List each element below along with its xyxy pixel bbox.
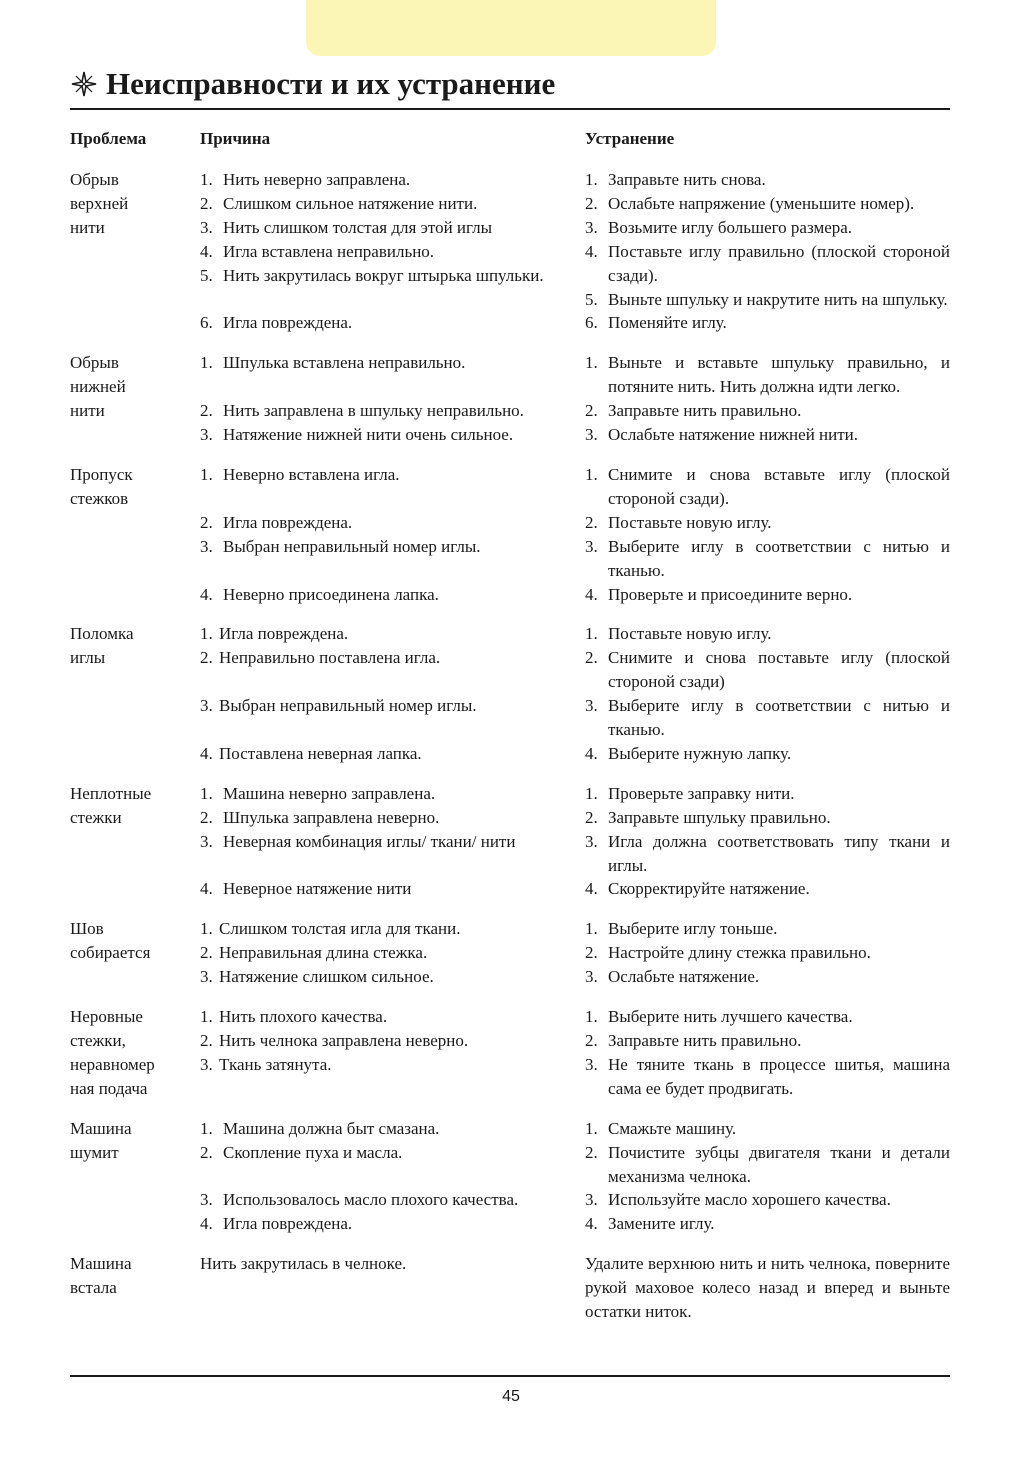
cause-fix-pair	[200, 1117, 950, 1189]
fix-cell	[585, 622, 950, 694]
fix-item	[585, 288, 950, 312]
cause-fix-pair	[200, 583, 950, 607]
item-number: 1.	[200, 464, 213, 484]
title-divider	[70, 108, 950, 110]
fix-item	[585, 877, 950, 901]
cause-cell	[200, 1005, 554, 1101]
problem-cell: Шов собирается	[70, 919, 151, 963]
column-gap	[554, 1005, 585, 1101]
item-number: 3.	[200, 967, 213, 987]
fix-cell	[585, 311, 950, 335]
item-text: Смажьте машину.	[608, 1118, 737, 1138]
cause-item	[200, 1188, 554, 1212]
column-gap	[554, 877, 585, 901]
item-number: 1.	[585, 170, 598, 189]
cause-item	[200, 694, 554, 718]
item-number: 4.	[585, 1214, 598, 1234]
cause-item	[200, 877, 554, 901]
item-text: Выберите иглу в соответствии с нитью и тканью.	[608, 536, 950, 580]
item-number: 4.	[585, 241, 598, 261]
header-fix: Устранение	[585, 129, 675, 148]
item-text: Неверно присоединена лапка.	[223, 584, 439, 604]
column-gap	[554, 742, 585, 766]
fix-cell	[585, 399, 950, 447]
item-text: Шпулька вставлена неправильно.	[223, 353, 466, 373]
fix-item	[585, 351, 950, 399]
fix-item	[585, 535, 950, 583]
item-text: Шпулька заправлена неверно.	[223, 807, 440, 827]
fix-cell	[585, 694, 950, 742]
cause-item	[200, 941, 554, 965]
item-number: 2.	[200, 1142, 213, 1162]
cause-fix-pair	[200, 877, 950, 901]
item-number: 3.	[585, 696, 598, 716]
cause-fix-group	[200, 463, 950, 606]
cause-item	[200, 240, 554, 264]
cause-fix-pair	[200, 399, 950, 447]
cause-item	[200, 830, 554, 854]
item-number: 2.	[585, 193, 598, 213]
cause-item	[200, 168, 554, 192]
cause-cell	[200, 1117, 554, 1189]
fix-cell: Удалите верхнюю нить и нить челнока, поверните рукой маховое колесо назад и вперед и выньте остатки ниток.	[585, 1254, 950, 1322]
fix-cell	[585, 511, 950, 535]
fix-item	[585, 1188, 950, 1212]
cause-item	[200, 742, 554, 766]
fix-item	[585, 511, 950, 535]
fix-item	[585, 192, 950, 216]
item-number: 3.	[200, 1054, 213, 1074]
item-number: 2.	[200, 807, 213, 827]
sparkle-star-icon	[70, 70, 98, 98]
problem-cell: Неровные стежки, неравномер ная подача	[70, 1007, 155, 1098]
item-number: 1.	[585, 1118, 598, 1138]
cause-cell: Нить закрутилась в челноке.	[200, 1254, 407, 1274]
item-text: Используйте масло хорошего качества.	[608, 1190, 891, 1210]
cause-fix-pair	[200, 1252, 950, 1324]
cause-fix-pair	[200, 782, 950, 878]
cause-item	[200, 622, 554, 646]
fix-cell	[585, 742, 950, 766]
item-text: Возьмите иглу большего размера.	[608, 217, 853, 237]
item-number: 5.	[585, 289, 598, 309]
item-text: Проверьте заправку нити.	[608, 783, 795, 803]
item-number: 4.	[200, 879, 213, 899]
column-gap	[554, 782, 585, 878]
fix-item	[585, 941, 950, 965]
cause-cell	[200, 511, 554, 535]
item-text: Ткань затянута.	[219, 1054, 332, 1074]
column-gap	[554, 535, 585, 583]
item-number: 3.	[585, 1190, 598, 1210]
item-text: Поставьте новую иглу.	[608, 512, 772, 532]
item-number: 2.	[585, 648, 598, 668]
item-number: 2.	[585, 401, 598, 421]
item-text: Скорректируйте натяжение.	[608, 879, 810, 899]
item-number: 2.	[200, 193, 213, 213]
item-text: Настройте длину стежка правильно.	[608, 943, 871, 963]
item-text: Выберите нить лучшего качества.	[608, 1007, 853, 1027]
cause-fix-pair	[200, 622, 950, 694]
item-number: 4.	[200, 584, 213, 604]
header-problem: Проблема	[70, 129, 147, 148]
fix-item	[585, 742, 950, 766]
cause-item	[200, 1212, 554, 1236]
cause-fix-pair	[200, 1005, 950, 1101]
fix-item	[585, 399, 950, 423]
item-number: 4.	[585, 743, 598, 763]
fix-item	[585, 1005, 950, 1029]
table-row	[70, 917, 950, 989]
item-number: 2.	[200, 943, 213, 963]
item-text: Ослабьте натяжение.	[608, 967, 760, 987]
item-text: Неправильно поставлена игла.	[219, 648, 441, 668]
fix-item	[585, 1053, 950, 1101]
fix-cell	[585, 463, 950, 511]
item-text: Нить неверно заправлена.	[223, 170, 411, 189]
problem-cell: Машина встала	[70, 1254, 132, 1298]
item-text: Слишком толстая игла для ткани.	[219, 919, 461, 939]
item-text: Неверно вставлена игла.	[223, 464, 400, 484]
item-text: Не тяните ткань в процессе шитья, машина сама ее будет продвигать.	[608, 1054, 950, 1098]
item-number: 2.	[585, 1142, 598, 1162]
column-gap	[554, 463, 585, 511]
cause-fix-pair	[200, 694, 950, 742]
fix-cell	[585, 351, 950, 399]
item-number: 3.	[200, 217, 213, 237]
cause-item	[200, 264, 554, 288]
item-number: 1.	[200, 353, 213, 373]
cause-item	[200, 216, 554, 240]
item-text: Неверное натяжение нити	[223, 879, 412, 899]
item-text: Поставьте новую иглу.	[608, 624, 772, 644]
item-text: Выньте шпульку и накрутите нить на шпульку.	[608, 289, 948, 309]
cause-cell	[200, 782, 554, 878]
item-number: 3.	[585, 425, 598, 445]
item-text: Слишком сильное натяжение нити.	[223, 193, 478, 213]
item-number: 1.	[200, 919, 213, 939]
page-title	[70, 64, 555, 104]
column-gap	[554, 1188, 585, 1236]
cause-cell	[200, 311, 554, 335]
item-text: Выньте и вставьте шпульку правильно, и потяните нить. Нить должна идти легко.	[608, 353, 950, 397]
fix-item	[585, 240, 950, 288]
problem-cell: Обрыв верхней нити	[70, 170, 129, 237]
cause-item	[200, 917, 554, 941]
item-text: Выбран неправильный номер иглы.	[223, 536, 481, 556]
cause-item	[200, 1005, 554, 1029]
item-number: 4.	[585, 879, 598, 899]
item-number: 4.	[200, 241, 213, 261]
item-text: Игла повреждена.	[223, 313, 353, 333]
column-gap	[554, 351, 585, 399]
cause-fix-group	[200, 1117, 950, 1237]
cause-fix-group	[200, 1252, 950, 1324]
fix-item	[585, 965, 950, 989]
cause-cell	[200, 351, 554, 399]
item-text: Нить челнока заправлена неверно.	[219, 1031, 469, 1050]
column-gap	[554, 694, 585, 742]
column-gap	[554, 583, 585, 607]
fix-item	[585, 806, 950, 830]
fix-item	[585, 830, 950, 878]
cause-item	[200, 399, 554, 423]
cause-fix-group	[200, 1005, 950, 1101]
item-text: Нить закрутилась вокруг штырька шпульки.	[223, 265, 544, 285]
table-row	[70, 622, 950, 765]
table-row	[70, 351, 950, 447]
column-gap	[554, 399, 585, 447]
item-text: Неверная комбинация иглы/ ткани/ нити	[223, 831, 516, 851]
item-text: Заправьте нить правильно.	[608, 401, 802, 421]
header-tab	[306, 0, 716, 56]
fix-item	[585, 463, 950, 511]
item-text: Нить заправлена в шпульку неправильно.	[223, 401, 524, 421]
cause-item	[200, 311, 554, 335]
item-number: 1.	[585, 624, 598, 644]
item-number: 3.	[585, 1054, 598, 1074]
cause-item	[200, 1141, 554, 1165]
fix-cell	[585, 535, 950, 583]
item-number: 6.	[200, 313, 213, 333]
item-number: 1.	[200, 1118, 213, 1138]
item-number: 2.	[585, 943, 598, 963]
cause-item	[200, 463, 554, 487]
fix-item	[585, 1141, 950, 1189]
item-number: 3.	[200, 425, 213, 445]
column-gap	[554, 1117, 585, 1189]
cause-fix-pair	[200, 351, 950, 399]
item-text: Выберите нужную лапку.	[608, 743, 792, 763]
item-text: Игла повреждена.	[223, 1214, 353, 1234]
column-gap	[554, 917, 585, 989]
item-text: Натяжение нижней нити очень сильное.	[223, 425, 514, 445]
fix-cell	[585, 1005, 950, 1101]
item-number: 4.	[200, 743, 213, 763]
cause-item	[200, 1117, 554, 1141]
cause-fix-pair	[200, 311, 950, 335]
item-text: Проверьте и присоедините верно.	[608, 584, 853, 604]
page-title-text: Неисправности и их устранение	[106, 66, 556, 101]
item-number: 6.	[585, 313, 598, 333]
fix-item	[585, 694, 950, 742]
fix-cell	[585, 168, 950, 311]
item-text: Поставлена неверная лапка.	[219, 743, 422, 763]
problem-cell: Обрыв нижней нити	[70, 353, 126, 421]
fix-item	[585, 1212, 950, 1236]
cause-cell	[200, 399, 554, 447]
cause-cell	[200, 917, 554, 989]
cause-item	[200, 806, 554, 830]
item-text: Выбран неправильный номер иглы.	[219, 696, 477, 716]
troubleshooting-table	[70, 168, 950, 1340]
cause-cell	[200, 694, 554, 742]
fix-cell	[585, 1188, 950, 1236]
fix-cell	[585, 1117, 950, 1189]
item-number: 3.	[200, 696, 213, 716]
problem-cell: Машина шумит	[70, 1118, 132, 1162]
item-text: Нить плохого качества.	[219, 1007, 388, 1027]
item-number: 1.	[585, 1007, 598, 1027]
cause-fix-pair	[200, 535, 950, 583]
cause-fix-pair	[200, 463, 950, 511]
column-headers	[70, 129, 950, 155]
item-number: 4.	[585, 584, 598, 604]
cause-cell	[200, 463, 554, 511]
cause-item	[200, 535, 554, 559]
cause-item	[200, 782, 554, 806]
cause-item	[200, 423, 554, 447]
cause-fix-pair	[200, 168, 950, 311]
item-text: Использовалось масло плохого качества.	[223, 1190, 519, 1210]
item-number: 1.	[200, 624, 213, 644]
item-number: 5.	[200, 265, 213, 285]
fix-item	[585, 646, 950, 694]
fix-item	[585, 917, 950, 941]
cause-cell	[200, 742, 554, 766]
item-text: Выберите иглу тоньше.	[608, 919, 778, 939]
cause-cell	[200, 535, 554, 583]
item-text: Заправьте нить правильно.	[608, 1031, 802, 1050]
problem-cell: Пропуск стежков	[70, 464, 133, 508]
table-row	[70, 1005, 950, 1101]
cause-fix-group	[200, 622, 950, 765]
item-text: Натяжение слишком сильное.	[219, 967, 434, 987]
fix-cell	[585, 782, 950, 878]
item-number: 3.	[585, 831, 598, 851]
item-text: Неправильная длина стежка.	[219, 943, 428, 963]
item-text: Снимите и снова вставьте иглу (плоской стороной сзади).	[608, 464, 950, 508]
cause-fix-pair	[200, 742, 950, 766]
cause-fix-pair	[200, 511, 950, 535]
item-number: 2.	[585, 512, 598, 532]
table-row	[70, 463, 950, 606]
cause-cell	[200, 583, 554, 607]
fix-item	[585, 1029, 950, 1053]
cause-cell	[200, 877, 554, 901]
item-text: Скопление пуха и масла.	[223, 1142, 403, 1162]
item-number: 4.	[200, 1214, 213, 1234]
cause-fix-pair	[200, 1188, 950, 1236]
item-number: 1.	[585, 464, 598, 484]
cause-item	[200, 965, 554, 989]
column-gap	[554, 622, 585, 694]
footer-divider	[70, 1375, 950, 1377]
table-row	[70, 168, 950, 335]
item-number: 3.	[200, 536, 213, 556]
item-number: 1.	[585, 783, 598, 803]
item-number: 1.	[200, 783, 213, 803]
fix-cell	[585, 877, 950, 901]
item-text: Замените иглу.	[608, 1214, 715, 1234]
fix-item	[585, 583, 950, 607]
item-number: 2.	[585, 807, 598, 827]
item-number: 1.	[585, 919, 598, 939]
item-number: 3.	[585, 967, 598, 987]
item-number: 2.	[200, 1031, 213, 1050]
page-number: 45	[502, 1388, 520, 1405]
cause-fix-group	[200, 168, 950, 335]
cause-item	[200, 1029, 554, 1053]
fix-item	[585, 311, 950, 335]
fix-item	[585, 1117, 950, 1141]
item-number: 2.	[200, 648, 213, 668]
fix-item	[585, 622, 950, 646]
item-text: Игла повреждена.	[219, 624, 349, 644]
table-row	[70, 1252, 950, 1324]
fix-cell	[585, 917, 950, 989]
fix-item	[585, 168, 950, 192]
column-gap	[554, 1252, 585, 1324]
item-number: 2.	[200, 401, 213, 421]
column-gap	[554, 311, 585, 335]
item-text: Выберите иглу в соответствии с нитью и тканью.	[608, 696, 950, 740]
cause-cell	[200, 622, 554, 694]
cause-cell	[200, 1188, 554, 1236]
item-text: Нить слишком толстая для этой иглы	[223, 217, 493, 237]
item-text: Игла вставлена неправильно.	[223, 241, 435, 261]
problem-cell: Неплотные стежки	[70, 783, 152, 827]
item-text: Заправьте нить снова.	[608, 170, 766, 189]
item-text: Машина должна быт смазана.	[223, 1118, 440, 1138]
table-row	[70, 1117, 950, 1237]
item-number: 1.	[200, 1007, 213, 1027]
cause-fix-group	[200, 782, 950, 902]
item-number: 1.	[585, 353, 598, 373]
fix-cell	[585, 583, 950, 607]
fix-item	[585, 216, 950, 240]
cause-fix-pair	[200, 917, 950, 989]
item-text: Игла повреждена.	[223, 512, 353, 532]
item-text: Ослабьте напряжение (уменьшите номер).	[608, 193, 915, 213]
problem-cell: Поломка иглы	[70, 624, 134, 668]
cause-cell	[200, 168, 554, 311]
cause-fix-group	[200, 917, 950, 989]
item-number: 3.	[585, 536, 598, 556]
item-number: 1.	[200, 170, 213, 189]
column-gap	[554, 511, 585, 535]
column-gap	[554, 168, 585, 311]
cause-item	[200, 1053, 554, 1077]
cause-item	[200, 511, 554, 535]
item-text: Поставьте иглу правильно (плоской стороной сзади).	[608, 241, 950, 285]
fix-item	[585, 423, 950, 447]
header-cause: Причина	[200, 129, 271, 148]
item-number: 2.	[585, 1031, 598, 1050]
item-number: 3.	[585, 217, 598, 237]
item-number: 3.	[200, 1190, 213, 1210]
item-text: Почистите зубцы двигателя ткани и детали механизма челнока.	[608, 1142, 950, 1186]
cause-item	[200, 192, 554, 216]
item-number: 3.	[200, 831, 213, 851]
item-text: Заправьте шпульку правильно.	[608, 807, 831, 827]
fix-item	[585, 782, 950, 806]
item-number: 2.	[200, 512, 213, 532]
cause-item	[200, 646, 554, 670]
cause-fix-group	[200, 351, 950, 447]
item-text: Снимите и снова поставьте иглу (плоской стороной сзади)	[608, 648, 950, 692]
item-text: Ослабьте натяжение нижней нити.	[608, 425, 859, 445]
cause-item	[200, 583, 554, 607]
item-text: Машина неверно заправлена.	[223, 783, 436, 803]
cause-item	[200, 351, 554, 375]
table-row	[70, 782, 950, 902]
item-text: Игла должна соответствовать типу ткани и иглы.	[608, 831, 950, 875]
item-text: Поменяйте иглу.	[608, 313, 727, 333]
